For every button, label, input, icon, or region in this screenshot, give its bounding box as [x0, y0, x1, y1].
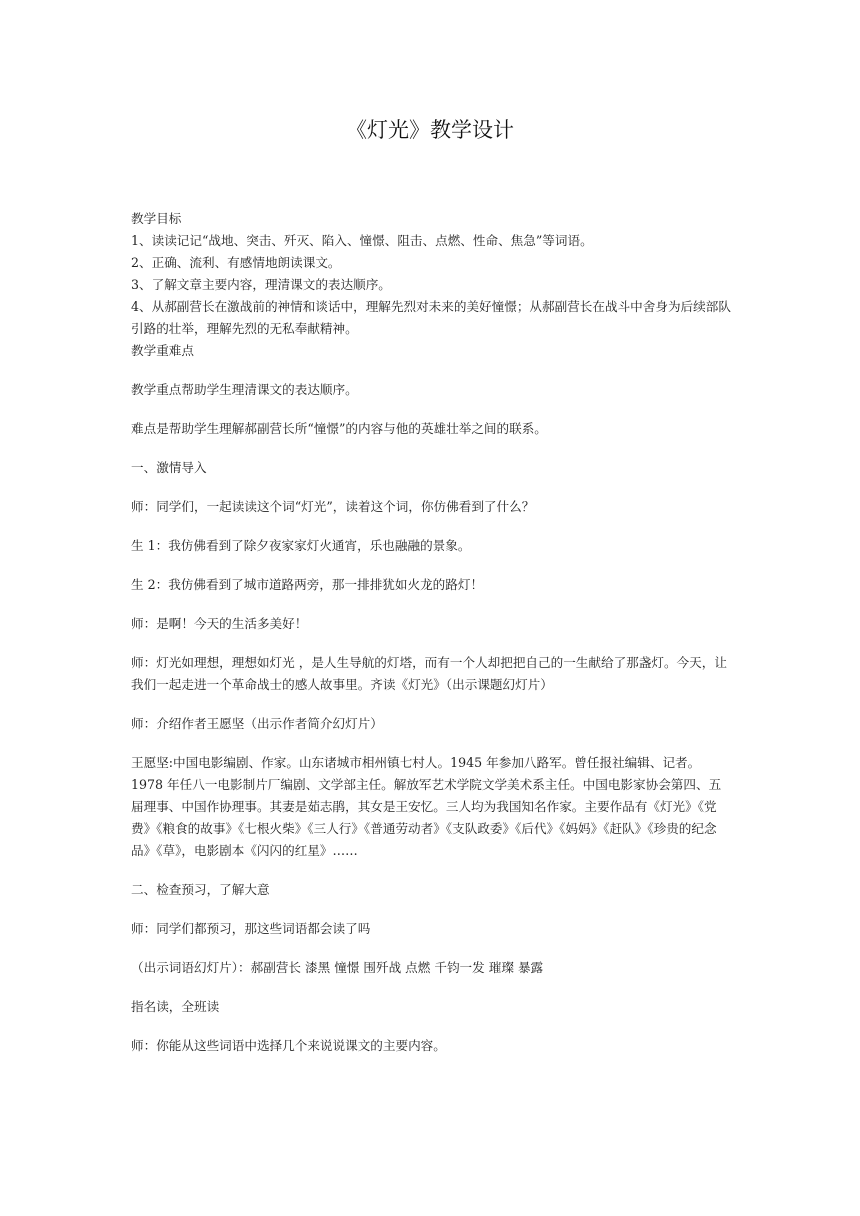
section2-heading: 二、检查预习，了解大意: [131, 882, 270, 897]
section1-heading: 一、激情导入: [131, 460, 207, 475]
dialogue-line: 师：同学们，一起读读这个词“灯光”，读着这个词，你仿佛看到了什么？: [131, 499, 535, 514]
goal-item: 1、读读记记“战地、突击、歼灭、陷入、憧憬、阻击、点燃、性命、焦急”等词语。: [131, 233, 593, 248]
dialogue-line: 师：你能从这些词语中选择几个来说说课文的主要内容。: [131, 1038, 446, 1053]
goal-item: 3、了解文章主要内容，理清课文的表达顺序。: [131, 277, 391, 292]
dialogue-line: 师：灯光如理想，理想如灯光 ，是人生导航的灯塔，而有一个人却把把自己的一生献给了那盏灯。今天，让我们一起走进一个革命战士的感人故事里。齐读《灯光》（出示课题幻灯片）: [131, 655, 727, 692]
document-title: 《灯光》教学设计: [346, 118, 514, 142]
goals-heading: 教学目标: [131, 211, 182, 226]
author-bio: 王愿坚:中国电影编剧、作家。山东诸城市相州镇七村人。1945 年参加八路军。曾任报社编辑、记者。1978 年任八一电影制片厂编剧、文学部主任。解放军艺术学院文学美术系主任。中国电影家协会第四、五届理事、中国作协理事。其妻是茹志鹃，其女是王安忆。三人均为我国知名作家。主要作品有《灯光》《党费》《粮食的故事》《七根火柴》《三人行》《普通劳动者》《支队政委》《后代》《妈妈》《赶队》《珍贵的纪念品》《草》，电影剧本《闪闪的红星》……: [131, 755, 722, 858]
dialogue-line: 师：介绍作者王愿坚（出示作者简介幻灯片）: [131, 716, 383, 731]
goal-item: 4、从郝副营长在激战前的神情和谈话中，理解先烈对未来的美好憧憬；从郝副营长在战斗中舍身为后续部队引路的壮举，理解先烈的无私奉献精神。: [131, 299, 731, 336]
dialogue-line: 生 1：我仿佛看到了除夕夜家家灯火通宵，乐也融融的景象。: [131, 538, 471, 553]
focus-text: 教学重点帮助学生理清课文的表达顺序。: [131, 382, 358, 397]
difficulty-text: 难点是帮助学生理解郝副营长所“憧憬”的内容与他的英雄壮举之间的联系。: [131, 421, 547, 436]
instruction-line: 指名读，全班读: [131, 999, 220, 1014]
dialogue-line: 生 2：我仿佛看到了城市道路两旁，那一排排犹如火龙的路灯！: [131, 577, 484, 592]
dialogue-line: 师：是啊！今天的生活多美好！: [131, 616, 308, 631]
goal-item: 2、正确、流利、有感情地朗读课文。: [131, 255, 341, 270]
dialogue-line: 师：同学们都预习，那这些词语都会读了吗: [131, 921, 371, 936]
document-body: [131, 208, 732, 1057]
vocabulary-line: （出示词语幻灯片）：郝副营长 漆黑 憧憬 围歼战 点燃 千钧一发 璀璨 暴露: [131, 960, 544, 975]
difficulty-heading: 教学重难点: [131, 343, 194, 358]
